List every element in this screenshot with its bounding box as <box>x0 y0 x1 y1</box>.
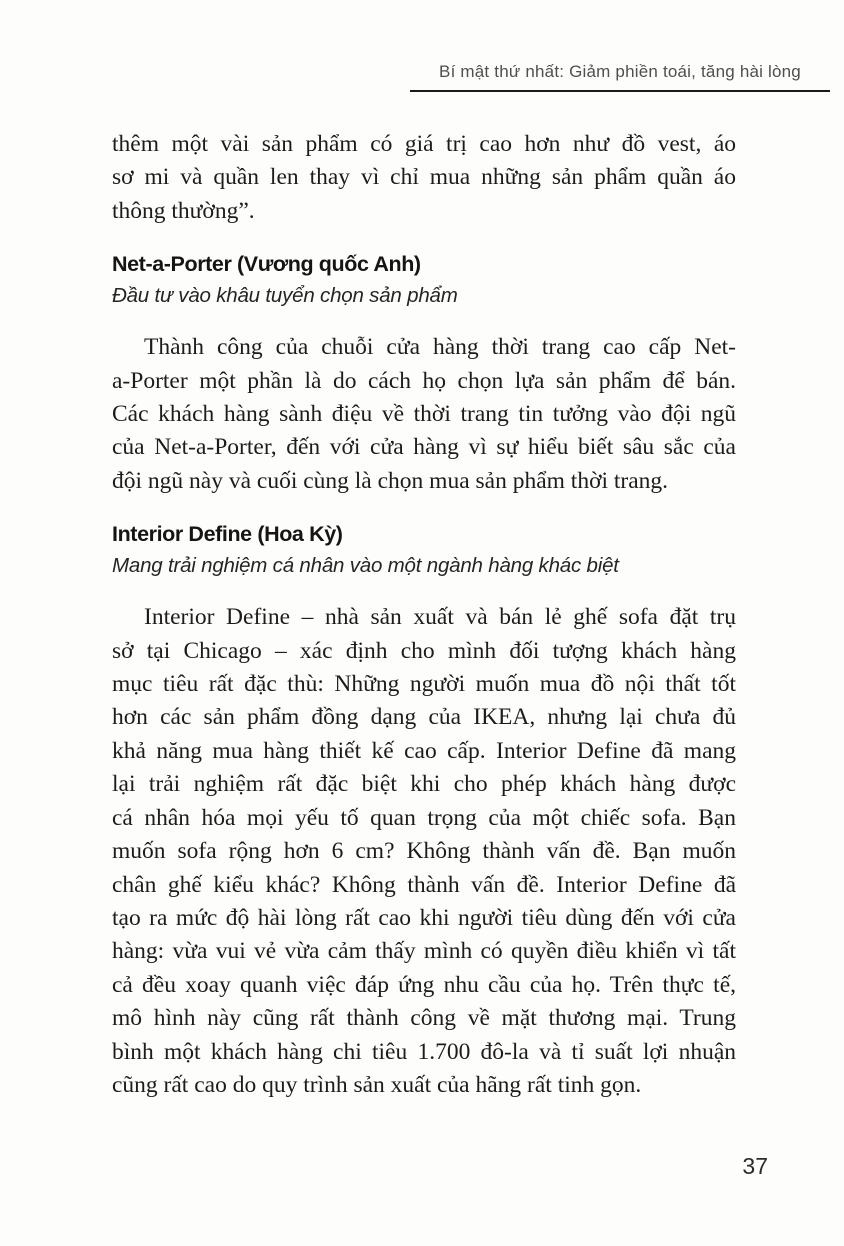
text-line: cũng rất cao do quy trình sản xuất của hãng rất tinh gọn. <box>112 1071 642 1098</box>
text-line: của Net-a-Porter, đến với cửa hàng vì sự hiểu biết sâu sắc của <box>112 434 736 461</box>
text-line: cả đều xoay quanh việc đáp ứng nhu cầu của họ. Trên thực tế, <box>112 971 736 998</box>
text-line: sơ mi và quần len thay vì chỉ mua những sản phẩm quần áo <box>112 164 736 191</box>
text-line: thêm một vài sản phẩm có giá trị cao hơn như đồ vest, áo <box>112 131 736 157</box>
section-paragraph <box>112 601 736 1102</box>
text-line: mục tiêu rất đặc thù: Những người muốn mua đồ nội thất tốt <box>112 671 736 698</box>
page-content <box>112 128 736 1102</box>
text-line: hàng: vừa vui vẻ vừa cảm thấy mình có quyền điều khiển vì tất <box>112 938 736 965</box>
text-line: lại trải nghiệm rất đặc biệt khi cho phép khách hàng được <box>112 771 736 798</box>
text-line: chân ghế kiểu khác? Không thành vấn đề. Interior Define đã <box>112 871 736 898</box>
section-paragraph <box>112 331 736 498</box>
text-line: bình một khách hàng chi tiêu 1.700 đô-la và tỉ suất lợi nhuận <box>112 1038 736 1065</box>
text-line: sở tại Chicago – xác định cho mình đối tượng khách hàng <box>112 637 736 664</box>
section-interior-define <box>112 520 736 1102</box>
text-line: Các khách hàng sành điệu về thời trang tin tưởng vào đội ngũ <box>112 401 736 428</box>
page-number: 37 <box>742 1153 768 1179</box>
text-line: đội ngũ này và cuối cùng là chọn mua sản phẩm thời trang. <box>112 467 669 494</box>
text-line: Thành công của chuỗi cửa hàng thời trang cao cấp Net- <box>144 334 736 361</box>
text-line: tạo ra mức độ hài lòng rất cao khi người tiêu dùng đến với cửa <box>112 904 736 931</box>
continuation-paragraph <box>112 128 736 228</box>
text-line: muốn sofa rộng hơn 6 cm? Không thành vấn đề. Bạn muốn <box>112 838 736 865</box>
text-line: Interior Define – nhà sản xuất và bán lẻ ghế sofa đặt trụ <box>144 604 736 631</box>
text-line: hơn các sản phẩm đồng dạng của IKEA, nhưng lại chưa đủ <box>112 704 736 731</box>
text-line: cá nhân hóa mọi yếu tố quan trọng của một chiếc sofa. Bạn <box>112 804 736 831</box>
text-line: mô hình này cũng rất thành công về mặt thương mại. Trung <box>112 1005 736 1032</box>
section-subheading: Mang trải nghiệm cá nhân vào một ngành hàng khác biệt <box>112 554 619 578</box>
text-line: a-Porter một phần là do cách họ chọn lựa sản phẩm để bán. <box>112 367 736 394</box>
text-line: thông thường”. <box>112 197 255 224</box>
section-heading: Net-a-Porter (Vương quốc Anh) <box>112 252 421 277</box>
section-subheading: Đầu tư vào khâu tuyển chọn sản phẩm <box>112 284 458 308</box>
section-net-a-porter <box>112 250 736 498</box>
section-heading: Interior Define (Hoa Kỳ) <box>112 522 343 547</box>
running-header: Bí mật thứ nhất: Giảm phiền toái, tăng hài lòng <box>410 62 830 92</box>
text-line: khả năng mua hàng thiết kế cao cấp. Interior Define đã mang <box>112 737 736 764</box>
